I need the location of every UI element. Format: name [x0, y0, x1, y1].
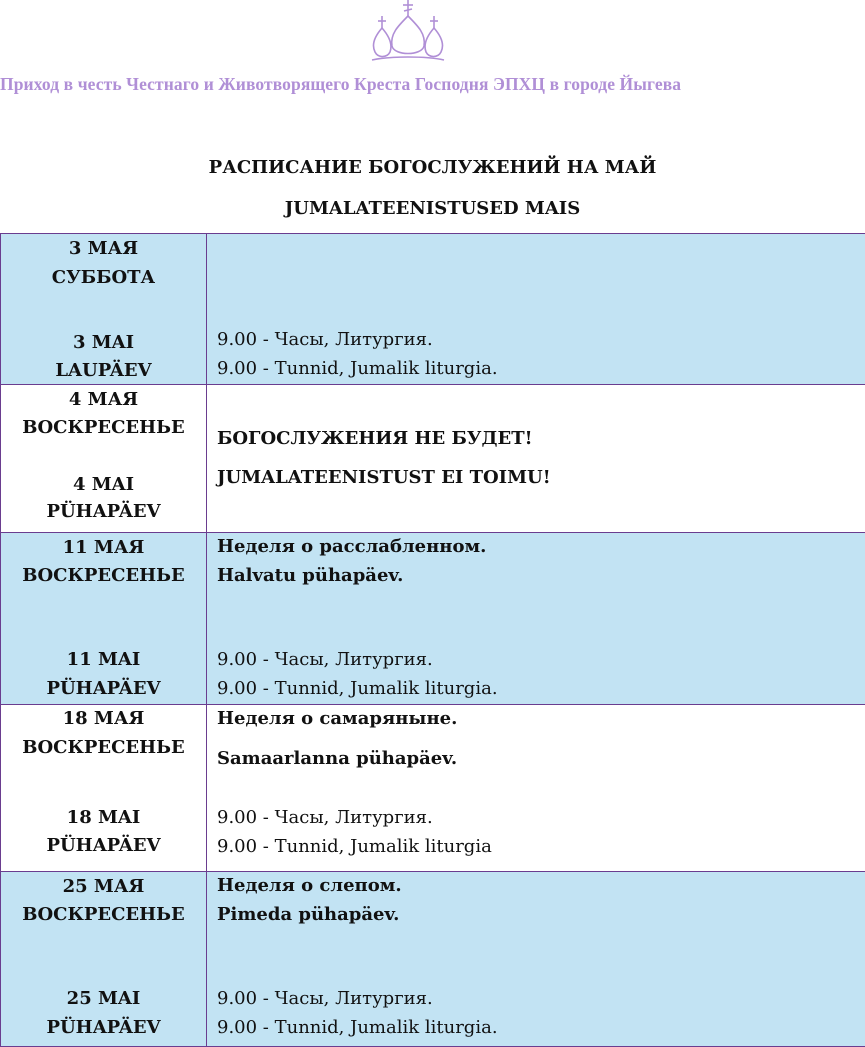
date-ru: 25 МАЯ	[1, 873, 206, 901]
day-ru: ВОСКРЕСЕНЬЕ	[1, 414, 206, 442]
date-cell	[1, 234, 207, 385]
date-et: 18 MAI	[1, 804, 206, 832]
sunday-heading-et: Pimeda pühapäev.	[217, 901, 399, 929]
sunday-heading-ru: Неделя о слепом.	[217, 872, 402, 900]
day-et: PÜHAPÄEV	[1, 498, 206, 526]
sunday-heading-et: Samaarlanna pühapäev.	[217, 745, 457, 773]
table-row	[1, 533, 865, 705]
table-row	[1, 872, 865, 1047]
day-ru: СУББОТА	[1, 264, 206, 292]
date-cell	[1, 385, 207, 533]
day-et: PÜHAPÄEV	[1, 1014, 206, 1042]
date-et: 25 MAI	[1, 985, 206, 1013]
service-time-et: 9.00 - Tunnid, Jumalik liturgia	[217, 833, 492, 861]
service-time-et: 9.00 - Tunnid, Jumalik liturgia.	[217, 675, 498, 703]
sunday-heading-ru: Неделя о расслабленном.	[217, 533, 486, 561]
sunday-heading-ru: Неделя о самаряныне.	[217, 705, 457, 733]
table-row	[1, 385, 865, 533]
notice-et: JUMALATEENISTUST EI TOIMU!	[217, 464, 551, 492]
service-time-ru: 9.00 - Часы, Литургия.	[217, 326, 433, 354]
day-et: PÜHAPÄEV	[1, 832, 206, 860]
table-row	[1, 705, 865, 872]
day-et: LAUPÄEV	[1, 357, 206, 385]
schedule-title-et: JUMALATEENISTUSED MAIS	[0, 198, 865, 219]
sunday-heading-et: Halvatu pühapäev.	[217, 562, 403, 590]
date-et: 11 MAI	[1, 646, 206, 674]
date-ru: 3 МАЯ	[1, 235, 206, 263]
service-time-et: 9.00 - Tunnid, Jumalik liturgia.	[217, 1014, 498, 1042]
date-et: 4 MAI	[1, 471, 206, 499]
service-cell	[207, 705, 865, 872]
day-ru: ВОСКРЕСЕНЬЕ	[1, 734, 206, 762]
date-ru: 4 МАЯ	[1, 386, 206, 414]
date-et: 3 MAI	[1, 329, 206, 357]
service-time-ru: 9.00 - Часы, Литургия.	[217, 985, 433, 1013]
date-ru: 11 МАЯ	[1, 534, 206, 562]
service-cell	[207, 234, 865, 385]
day-ru: ВОСКРЕСЕНЬЕ	[1, 901, 206, 929]
service-time-et: 9.00 - Tunnid, Jumalik liturgia.	[217, 355, 498, 383]
date-cell	[1, 872, 207, 1047]
service-cell	[207, 872, 865, 1047]
table-row	[1, 234, 865, 385]
service-cell	[207, 385, 865, 533]
notice-ru: БОГОСЛУЖЕНИЯ НЕ БУДЕТ!	[217, 425, 533, 453]
date-cell	[1, 533, 207, 705]
schedule-title-ru: РАСПИСАНИЕ БОГОСЛУЖЕНИЙ НА МАЙ	[0, 157, 865, 178]
day-et: PÜHAPÄEV	[1, 675, 206, 703]
service-cell	[207, 533, 865, 705]
date-cell	[1, 705, 207, 872]
church-domes-icon	[370, 0, 446, 62]
parish-name: Приход в честь Честнаго и Животворящего Креста Господня ЭПХЦ в городе Йыгева	[0, 74, 865, 95]
schedule-table	[0, 233, 865, 1047]
day-ru: ВОСКРЕСЕНЬЕ	[1, 562, 206, 590]
date-ru: 18 МАЯ	[1, 705, 206, 733]
service-time-ru: 9.00 - Часы, Литургия.	[217, 646, 433, 674]
service-time-ru: 9.00 - Часы, Литургия.	[217, 804, 433, 832]
